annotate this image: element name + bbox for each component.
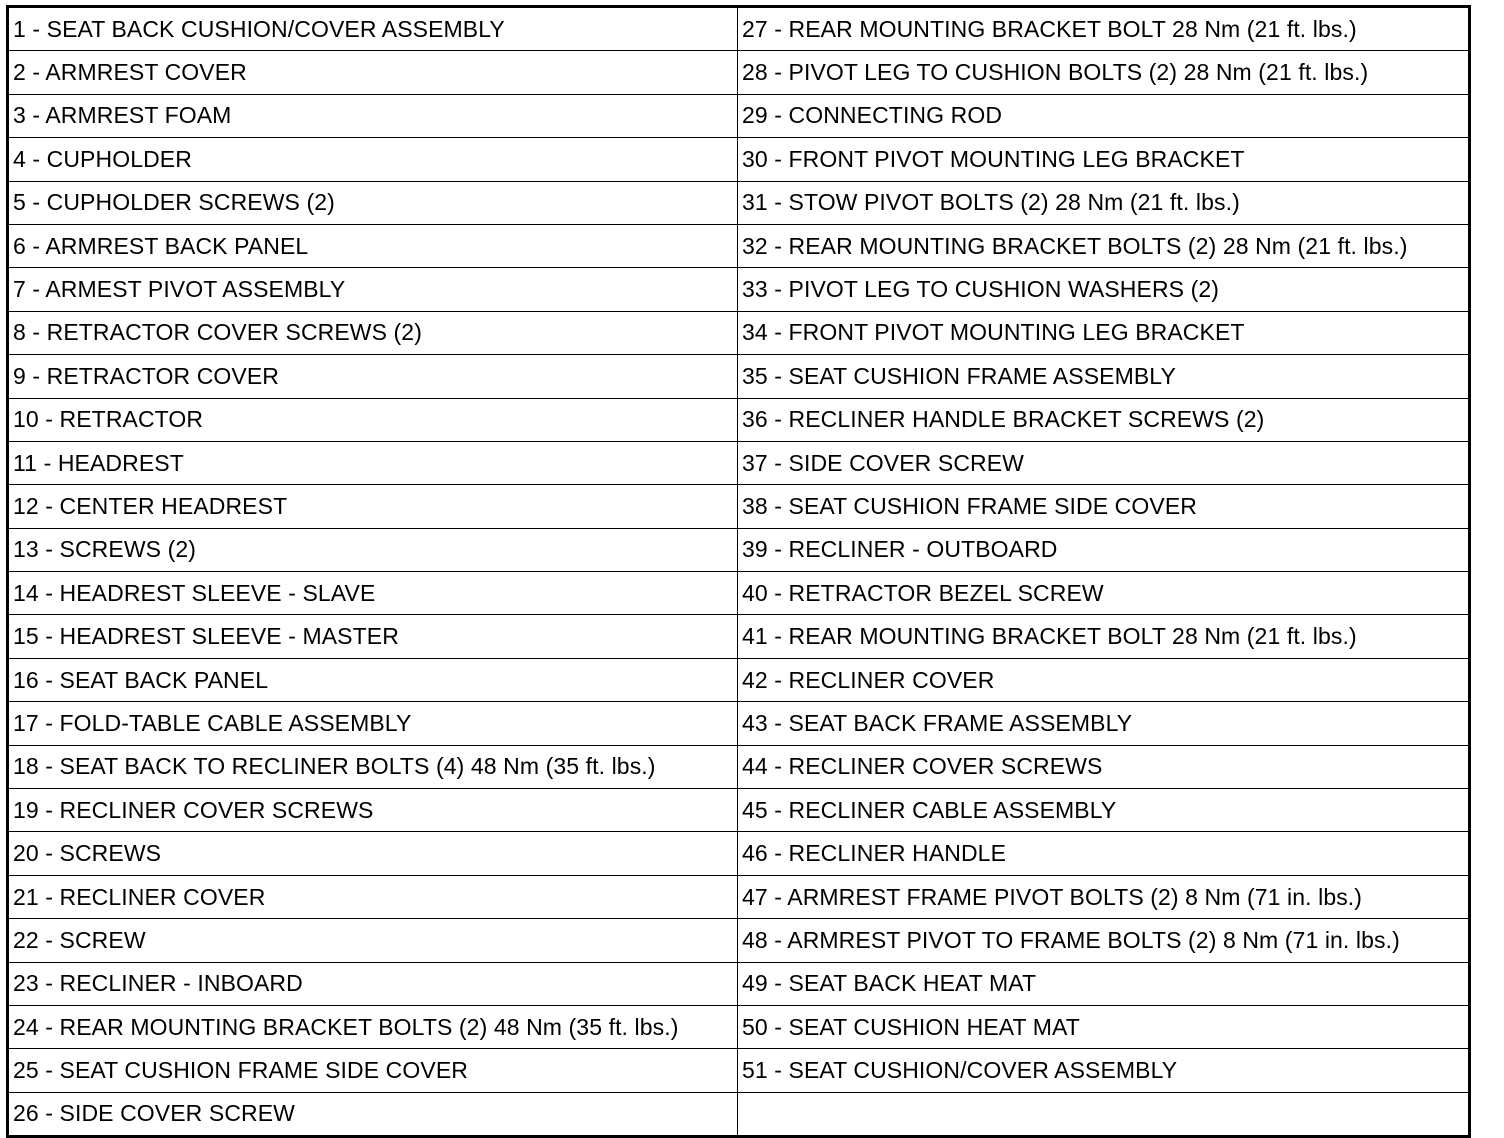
legend-item: 46 - RECLINER HANDLE	[738, 832, 1470, 875]
legend-item: 2 - ARMREST COVER	[8, 51, 738, 94]
legend-item: 37 - SIDE COVER SCREW	[738, 441, 1470, 484]
table-row	[8, 919, 1470, 962]
table-row	[8, 485, 1470, 528]
legend-item: 51 - SEAT CUSHION/COVER ASSEMBLY	[738, 1049, 1470, 1092]
table-row	[8, 1005, 1470, 1048]
legend-item: 20 - SCREWS	[8, 832, 738, 875]
table-row	[8, 94, 1470, 137]
legend-item: 32 - REAR MOUNTING BRACKET BOLTS (2) 28 Nm (21 ft. lbs.)	[738, 224, 1470, 267]
table-row	[8, 702, 1470, 745]
table-row	[8, 745, 1470, 788]
legend-item: 11 - HEADREST	[8, 441, 738, 484]
legend-item: 40 - RETRACTOR BEZEL SCREW	[738, 572, 1470, 615]
legend-item: 29 - CONNECTING ROD	[738, 94, 1470, 137]
table-row	[8, 1092, 1470, 1136]
parts-legend-table	[6, 5, 1471, 1138]
legend-item: 28 - PIVOT LEG TO CUSHION BOLTS (2) 28 Nm (21 ft. lbs.)	[738, 51, 1470, 94]
legend-item: 10 - RETRACTOR	[8, 398, 738, 441]
legend-item: 44 - RECLINER COVER SCREWS	[738, 745, 1470, 788]
legend-item: 8 - RETRACTOR COVER SCREWS (2)	[8, 311, 738, 354]
table-row	[8, 615, 1470, 658]
table-row	[8, 572, 1470, 615]
table-row	[8, 7, 1470, 51]
table-row	[8, 832, 1470, 875]
legend-item: 39 - RECLINER - OUTBOARD	[738, 528, 1470, 571]
legend-item: 27 - REAR MOUNTING BRACKET BOLT 28 Nm (21 ft. lbs.)	[738, 7, 1470, 51]
legend-item: 19 - RECLINER COVER SCREWS	[8, 789, 738, 832]
legend-item: 5 - CUPHOLDER SCREWS (2)	[8, 181, 738, 224]
legend-item: 13 - SCREWS (2)	[8, 528, 738, 571]
legend-item: 48 - ARMREST PIVOT TO FRAME BOLTS (2) 8 Nm (71 in. lbs.)	[738, 919, 1470, 962]
legend-item: 41 - REAR MOUNTING BRACKET BOLT 28 Nm (21 ft. lbs.)	[738, 615, 1470, 658]
legend-item-empty	[738, 1092, 1470, 1136]
legend-item: 38 - SEAT CUSHION FRAME SIDE COVER	[738, 485, 1470, 528]
legend-item: 33 - PIVOT LEG TO CUSHION WASHERS (2)	[738, 268, 1470, 311]
legend-item: 34 - FRONT PIVOT MOUNTING LEG BRACKET	[738, 311, 1470, 354]
legend-item: 9 - RETRACTOR COVER	[8, 355, 738, 398]
table-row	[8, 962, 1470, 1005]
table-row	[8, 441, 1470, 484]
legend-item: 17 - FOLD-TABLE CABLE ASSEMBLY	[8, 702, 738, 745]
legend-item: 30 - FRONT PIVOT MOUNTING LEG BRACKET	[738, 138, 1470, 181]
legend-item: 14 - HEADREST SLEEVE - SLAVE	[8, 572, 738, 615]
table-row	[8, 138, 1470, 181]
table-row	[8, 658, 1470, 701]
table-row	[8, 1049, 1470, 1092]
legend-item: 18 - SEAT BACK TO RECLINER BOLTS (4) 48 Nm (35 ft. lbs.)	[8, 745, 738, 788]
legend-item: 50 - SEAT CUSHION HEAT MAT	[738, 1005, 1470, 1048]
legend-item: 31 - STOW PIVOT BOLTS (2) 28 Nm (21 ft. lbs.)	[738, 181, 1470, 224]
legend-item: 42 - RECLINER COVER	[738, 658, 1470, 701]
legend-item: 36 - RECLINER HANDLE BRACKET SCREWS (2)	[738, 398, 1470, 441]
table-row	[8, 51, 1470, 94]
legend-item: 6 - ARMREST BACK PANEL	[8, 224, 738, 267]
table-row	[8, 875, 1470, 918]
legend-item: 45 - RECLINER CABLE ASSEMBLY	[738, 789, 1470, 832]
legend-item: 7 - ARMEST PIVOT ASSEMBLY	[8, 268, 738, 311]
legend-item: 49 - SEAT BACK HEAT MAT	[738, 962, 1470, 1005]
legend-item: 16 - SEAT BACK PANEL	[8, 658, 738, 701]
legend-item: 47 - ARMREST FRAME PIVOT BOLTS (2) 8 Nm (71 in. lbs.)	[738, 875, 1470, 918]
legend-item: 15 - HEADREST SLEEVE - MASTER	[8, 615, 738, 658]
table-row	[8, 789, 1470, 832]
legend-item: 43 - SEAT BACK FRAME ASSEMBLY	[738, 702, 1470, 745]
table-row	[8, 268, 1470, 311]
table-row	[8, 224, 1470, 267]
table-row	[8, 398, 1470, 441]
legend-item: 1 - SEAT BACK CUSHION/COVER ASSEMBLY	[8, 7, 738, 51]
table-row	[8, 311, 1470, 354]
parts-legend-body	[8, 7, 1470, 1137]
legend-item: 23 - RECLINER - INBOARD	[8, 962, 738, 1005]
legend-item: 4 - CUPHOLDER	[8, 138, 738, 181]
legend-item: 3 - ARMREST FOAM	[8, 94, 738, 137]
legend-item: 26 - SIDE COVER SCREW	[8, 1092, 738, 1136]
legend-item: 35 - SEAT CUSHION FRAME ASSEMBLY	[738, 355, 1470, 398]
legend-item: 12 - CENTER HEADREST	[8, 485, 738, 528]
legend-item: 25 - SEAT CUSHION FRAME SIDE COVER	[8, 1049, 738, 1092]
legend-item: 22 - SCREW	[8, 919, 738, 962]
table-row	[8, 181, 1470, 224]
legend-item: 24 - REAR MOUNTING BRACKET BOLTS (2) 48 Nm (35 ft. lbs.)	[8, 1005, 738, 1048]
table-row	[8, 528, 1470, 571]
table-row	[8, 355, 1470, 398]
legend-item: 21 - RECLINER COVER	[8, 875, 738, 918]
